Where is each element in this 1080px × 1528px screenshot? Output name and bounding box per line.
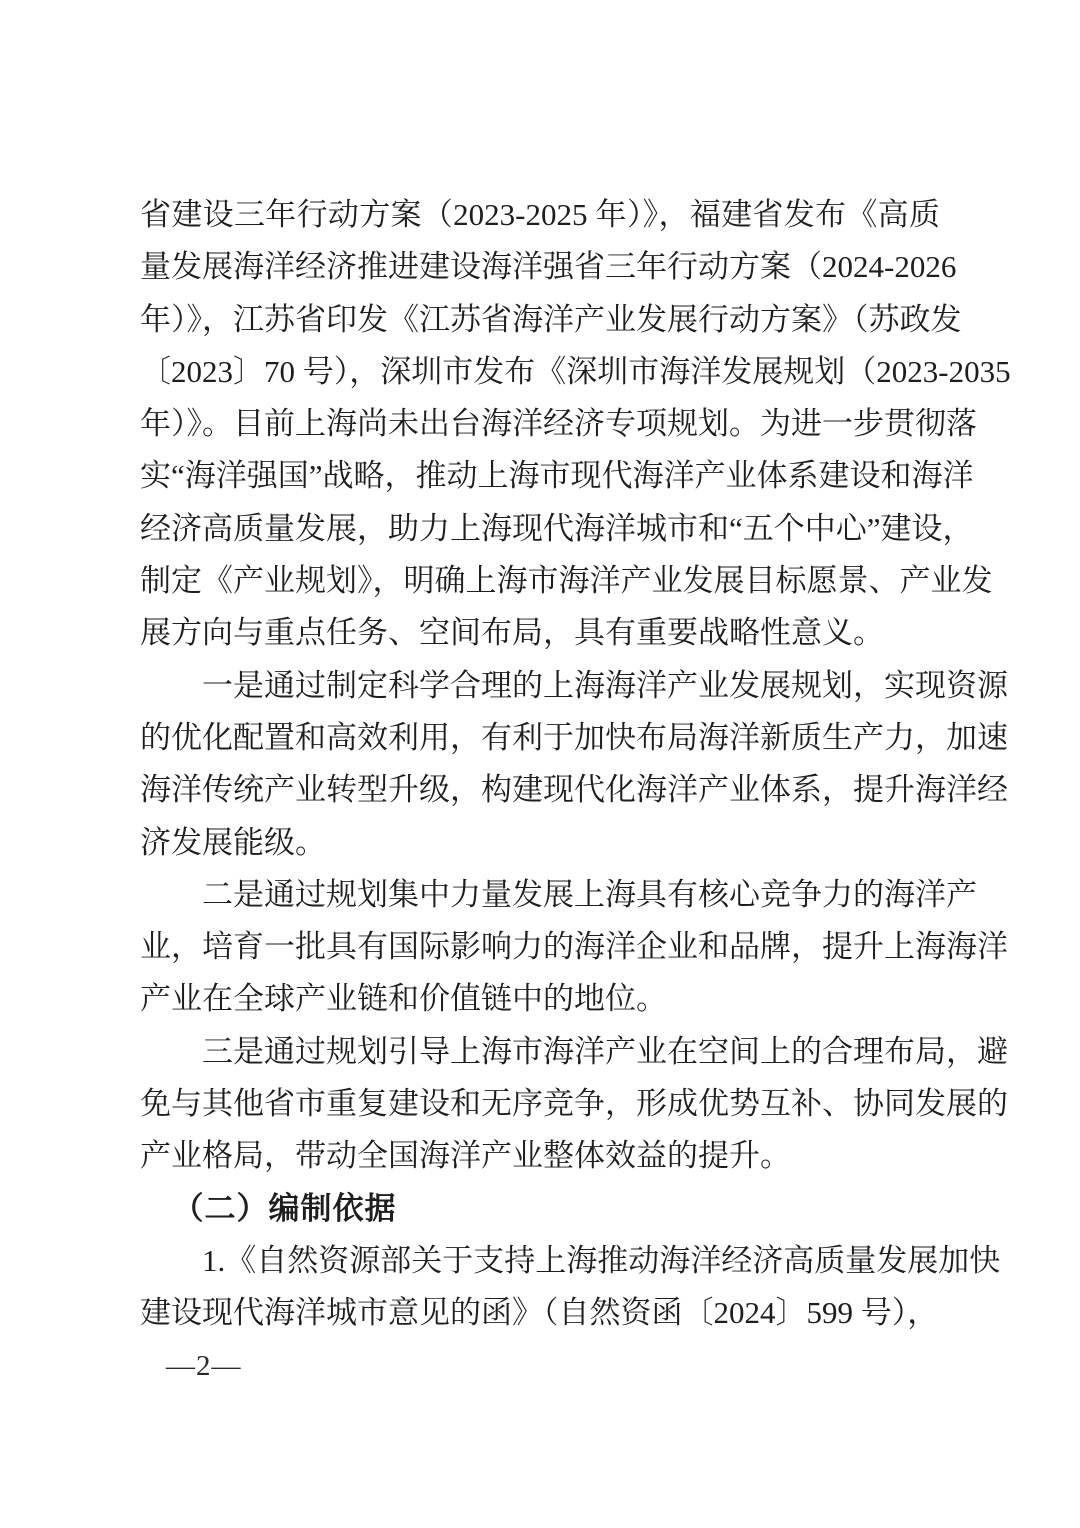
text-line: 免与其他省市重复建设和无序竞争，形成优势互补、协同发展的 bbox=[140, 1086, 1008, 1122]
text-line: （二）编制依据 bbox=[172, 1190, 397, 1226]
text-line: 海洋传统产业转型升级，构建现代化海洋产业体系，提升海洋经 bbox=[140, 772, 1008, 808]
paragraph bbox=[140, 189, 1011, 660]
text-line: 制定《产业规划》，明确上海市海洋产业发展目标愿景、产业发 bbox=[140, 563, 993, 599]
text-line: 产业格局，带动全国海洋产业整体效益的提升。 bbox=[140, 1138, 791, 1174]
text-line: 建设现代海洋城市意见的函》（自然资函〔2024〕599 号）， bbox=[140, 1295, 939, 1331]
text-line: 1.《自然资源部关于支持上海推动海洋经济高质量发展加快 bbox=[202, 1242, 1001, 1278]
text-line: 省建设三年行动方案（2023-2025 年）》，福建省发布《高质 bbox=[140, 197, 940, 232]
paragraph bbox=[140, 1235, 1001, 1340]
document-body bbox=[140, 189, 1011, 1340]
page-number: —2— bbox=[166, 1350, 242, 1382]
section-heading bbox=[140, 1183, 940, 1235]
text-line: 三是通过规划引导上海市海洋产业在空间上的合理布局，避 bbox=[202, 1033, 1008, 1069]
text-line: 经济高质量发展，助力上海现代海洋城市和“五个中心”建设， bbox=[140, 510, 974, 546]
text-line: 一是通过制定科学合理的上海海洋产业发展规划，实现资源 bbox=[202, 667, 1008, 703]
text-line: 济发展能级。 bbox=[140, 824, 326, 860]
text-line: 二是通过规划集中力量发展上海具有核心竞争力的海洋产 bbox=[202, 876, 977, 912]
text-line: 实“海洋强国”战略，推动上海市现代海洋产业体系建设和海洋 bbox=[140, 458, 974, 494]
text-line: 量发展海洋经济推进建设海洋强省三年行动方案（2024-2026 bbox=[140, 249, 957, 285]
text-line: 年）》，江苏省印发《江苏省海洋产业发展行动方案》（苏政发 bbox=[140, 301, 962, 337]
text-line: 的优化配置和高效利用，有利于加快布局海洋新质生产力，加速 bbox=[140, 719, 1008, 755]
paragraph bbox=[140, 660, 1008, 869]
paragraph bbox=[140, 869, 1008, 1026]
text-line: 业，培育一批具有国际影响力的海洋企业和品牌，提升上海海洋 bbox=[140, 929, 1008, 965]
text-line: 年）》。目前上海尚未出台海洋经济专项规划。为进一步贯彻落 bbox=[140, 406, 977, 442]
text-line: 产业在全球产业链和价值链中的地位。 bbox=[140, 981, 667, 1017]
text-line: 展方向与重点任务、空间布局，具有重要战略性意义。 bbox=[140, 615, 884, 651]
paragraph bbox=[140, 1026, 1008, 1183]
text-line: 〔2023〕70 号），深圳市发布《深圳市海洋发展规划（2023-2035 bbox=[140, 353, 1011, 389]
